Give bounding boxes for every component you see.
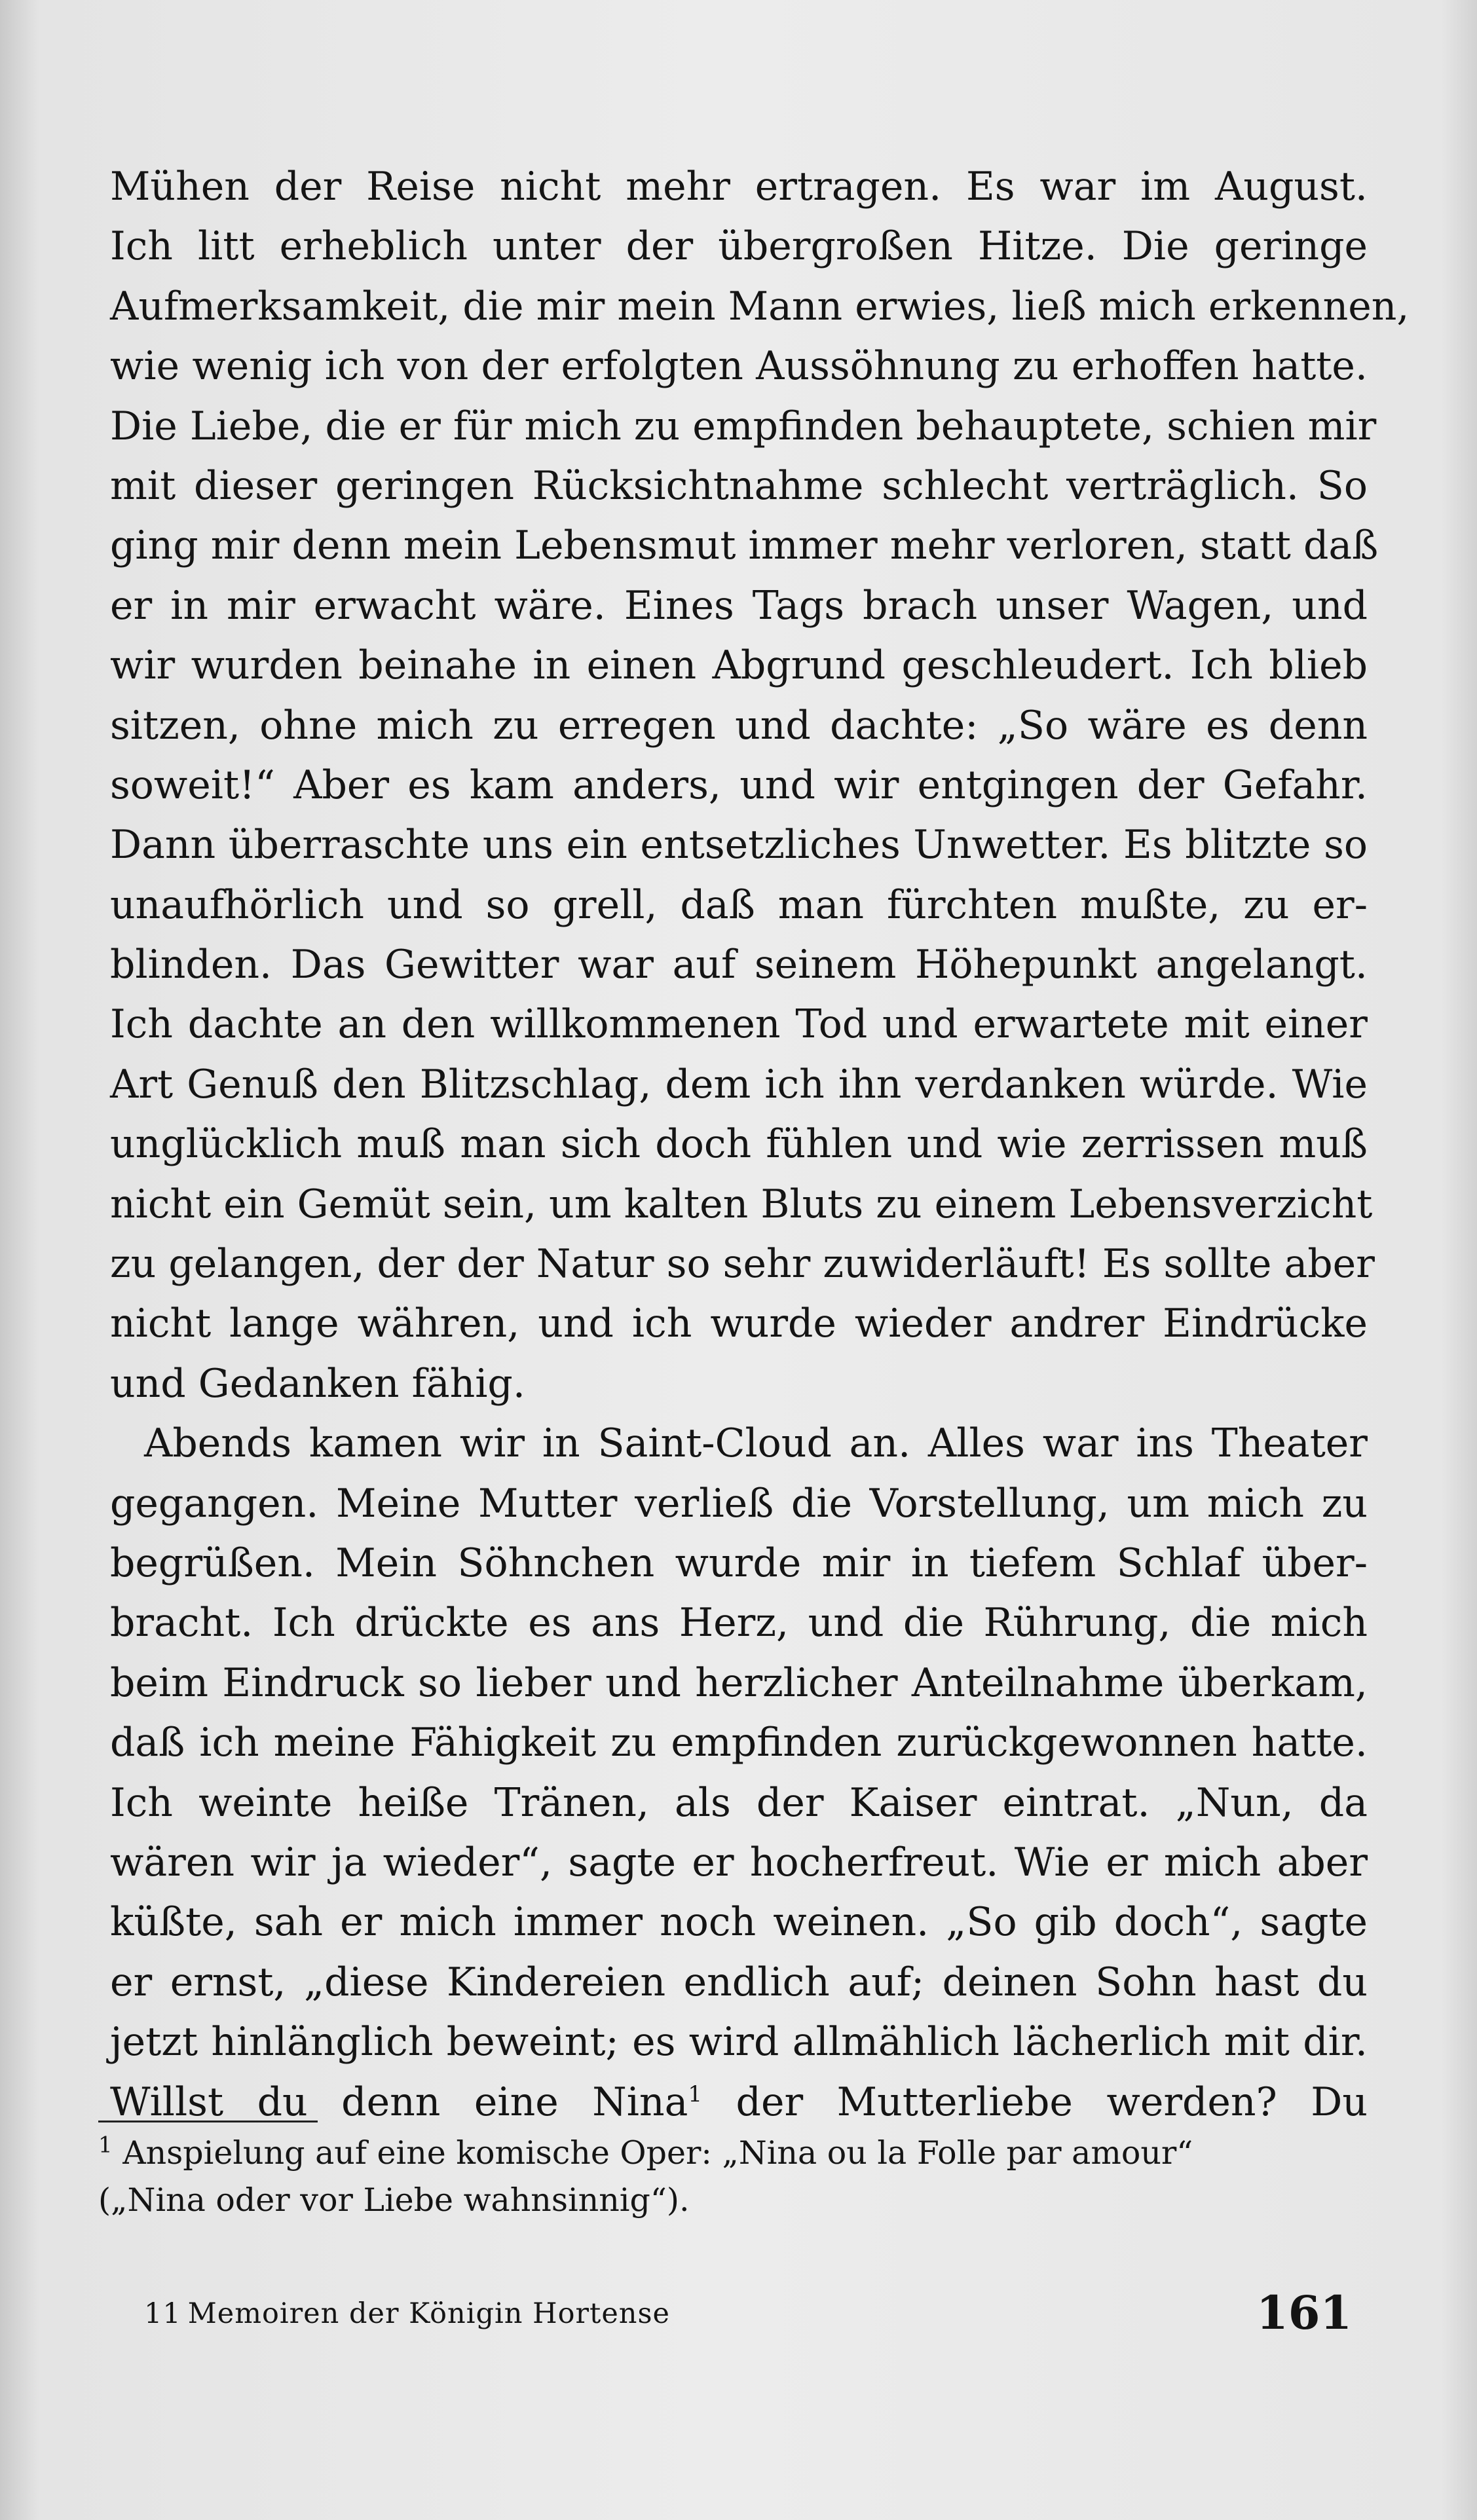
footnote-reference-marker: 1: [688, 2081, 702, 2107]
text-line: soweit!“ Aber es kam anders, und wir entgingen der Gefahr.: [110, 762, 1368, 808]
text-line: Die Liebe, die er für mich zu empfinden behauptete, schien mir: [110, 403, 1377, 449]
text-line: blinden. Das Gewitter war auf seinem Höhepunkt angelangt.: [110, 942, 1368, 988]
signature-text: Memoiren der Königin Hortense: [187, 2297, 670, 2330]
text-line: unaufhörlich und so grell, daß man fürchten mußte, zu er-: [110, 881, 1368, 928]
text-line: nicht lange währen, und ich wurde wieder andrer Eindrücke: [110, 1301, 1368, 1347]
printer-signature: [144, 2297, 670, 2330]
text-line: zu gelangen, der der Natur so sehr zuwiderläuft! Es sollte aber: [110, 1241, 1375, 1288]
text-line-tail: der Mutterliebe werden? Du: [736, 2079, 1368, 2125]
text-line: küßte, sah er mich immer noch weinen. „So gib doch“, sagte: [110, 1899, 1368, 1946]
footnote-divider: [98, 2121, 318, 2122]
text-line: Aufmerksamkeit, die mir mein Mann erwies, ließ mich erkennen,: [110, 283, 1410, 329]
text-line: wären wir ja wieder“, sagte er hocherfreut. Wie er mich aber: [110, 1839, 1368, 1885]
text-line: bracht. Ich drückte es ans Herz, und die Rührung, die mich: [110, 1600, 1368, 1646]
page-number: 161: [1256, 2286, 1353, 2340]
text-line: unglücklich muß man sich doch fühlen und wie zerrissen muß: [110, 1121, 1368, 1168]
text-line-paragraph-start: Abends kamen wir in Saint-Cloud an. Alles war ins Theater: [144, 1420, 1368, 1467]
text-line: wir wurden beinahe in einen Abgrund geschleudert. Ich blieb: [110, 642, 1368, 689]
text-line: Dann überraschte uns ein entsetzliches Unwetter. Es blitzte so: [110, 822, 1368, 868]
text-line: er ernst, „diese Kindereien endlich auf; deinen Sohn hast du: [110, 1959, 1368, 2005]
text-line: mit dieser geringen Rücksichtnahme schlecht verträglich. So: [110, 462, 1368, 509]
text-line: Ich dachte an den willkommenen Tod und erwartete mit einer: [110, 1001, 1368, 1048]
text-line: begrüßen. Mein Söhnchen wurde mir in tiefem Schlaf über-: [110, 1540, 1368, 1586]
footnote-marker: 1: [98, 2132, 113, 2159]
signature-number: 11: [144, 2297, 181, 2330]
footnote-line: [98, 2130, 1343, 2177]
text-line: er in mir erwacht wäre. Eines Tags brach unser Wagen, und: [110, 582, 1368, 629]
text-line-paragraph-end: und Gedanken fähig.: [110, 1360, 525, 1407]
text-line: Ich weinte heiße Tränen, als der Kaiser eintrat. „Nun, da: [110, 1779, 1368, 1826]
text-line-head: Willst du denn eine Nina: [110, 2079, 688, 2125]
text-line: Ich litt erheblich unter der übergroßen Hitze. Die geringe: [110, 223, 1368, 270]
body-text: [110, 157, 1410, 2132]
text-line: sitzen, ohne mich zu erregen und dachte: „So wäre es denn: [110, 702, 1368, 749]
text-line: gegangen. Meine Mutter verließ die Vorstellung, um mich zu: [110, 1480, 1368, 1527]
footnote: [98, 2130, 1343, 2224]
text-line: jetzt hinlänglich beweint; es wird allmählich lächerlich mit dir.: [110, 2019, 1368, 2066]
text-line-with-footnote: [110, 2073, 1368, 2132]
footnote-line: („Nina oder vor Liebe wahnsinnig“).: [98, 2181, 690, 2219]
text-line: beim Eindruck so lieber und herzlicher Anteilnahme überkam,: [110, 1659, 1368, 1706]
footnote-text: Anspielung auf eine komische Oper: „Nina ou la Folle par amour“: [122, 2134, 1193, 2172]
text-line: daß ich meine Fähigkeit zu empfinden zurückgewonnen hatte.: [110, 1720, 1368, 1766]
text-line: Mühen der Reise nicht mehr ertragen. Es war im August.: [110, 164, 1368, 210]
text-line: wie wenig ich von der erfolgten Aussöhnung zu erhoffen hatte.: [110, 343, 1368, 390]
text-line: nicht ein Gemüt sein, um kalten Bluts zu einem Lebensverzicht: [110, 1181, 1373, 1227]
text-line: Art Genuß den Blitzschlag, dem ich ihn verdanken würde. Wie: [110, 1061, 1368, 1107]
text-line: ging mir denn mein Lebensmut immer mehr verloren, statt daß: [110, 523, 1379, 569]
